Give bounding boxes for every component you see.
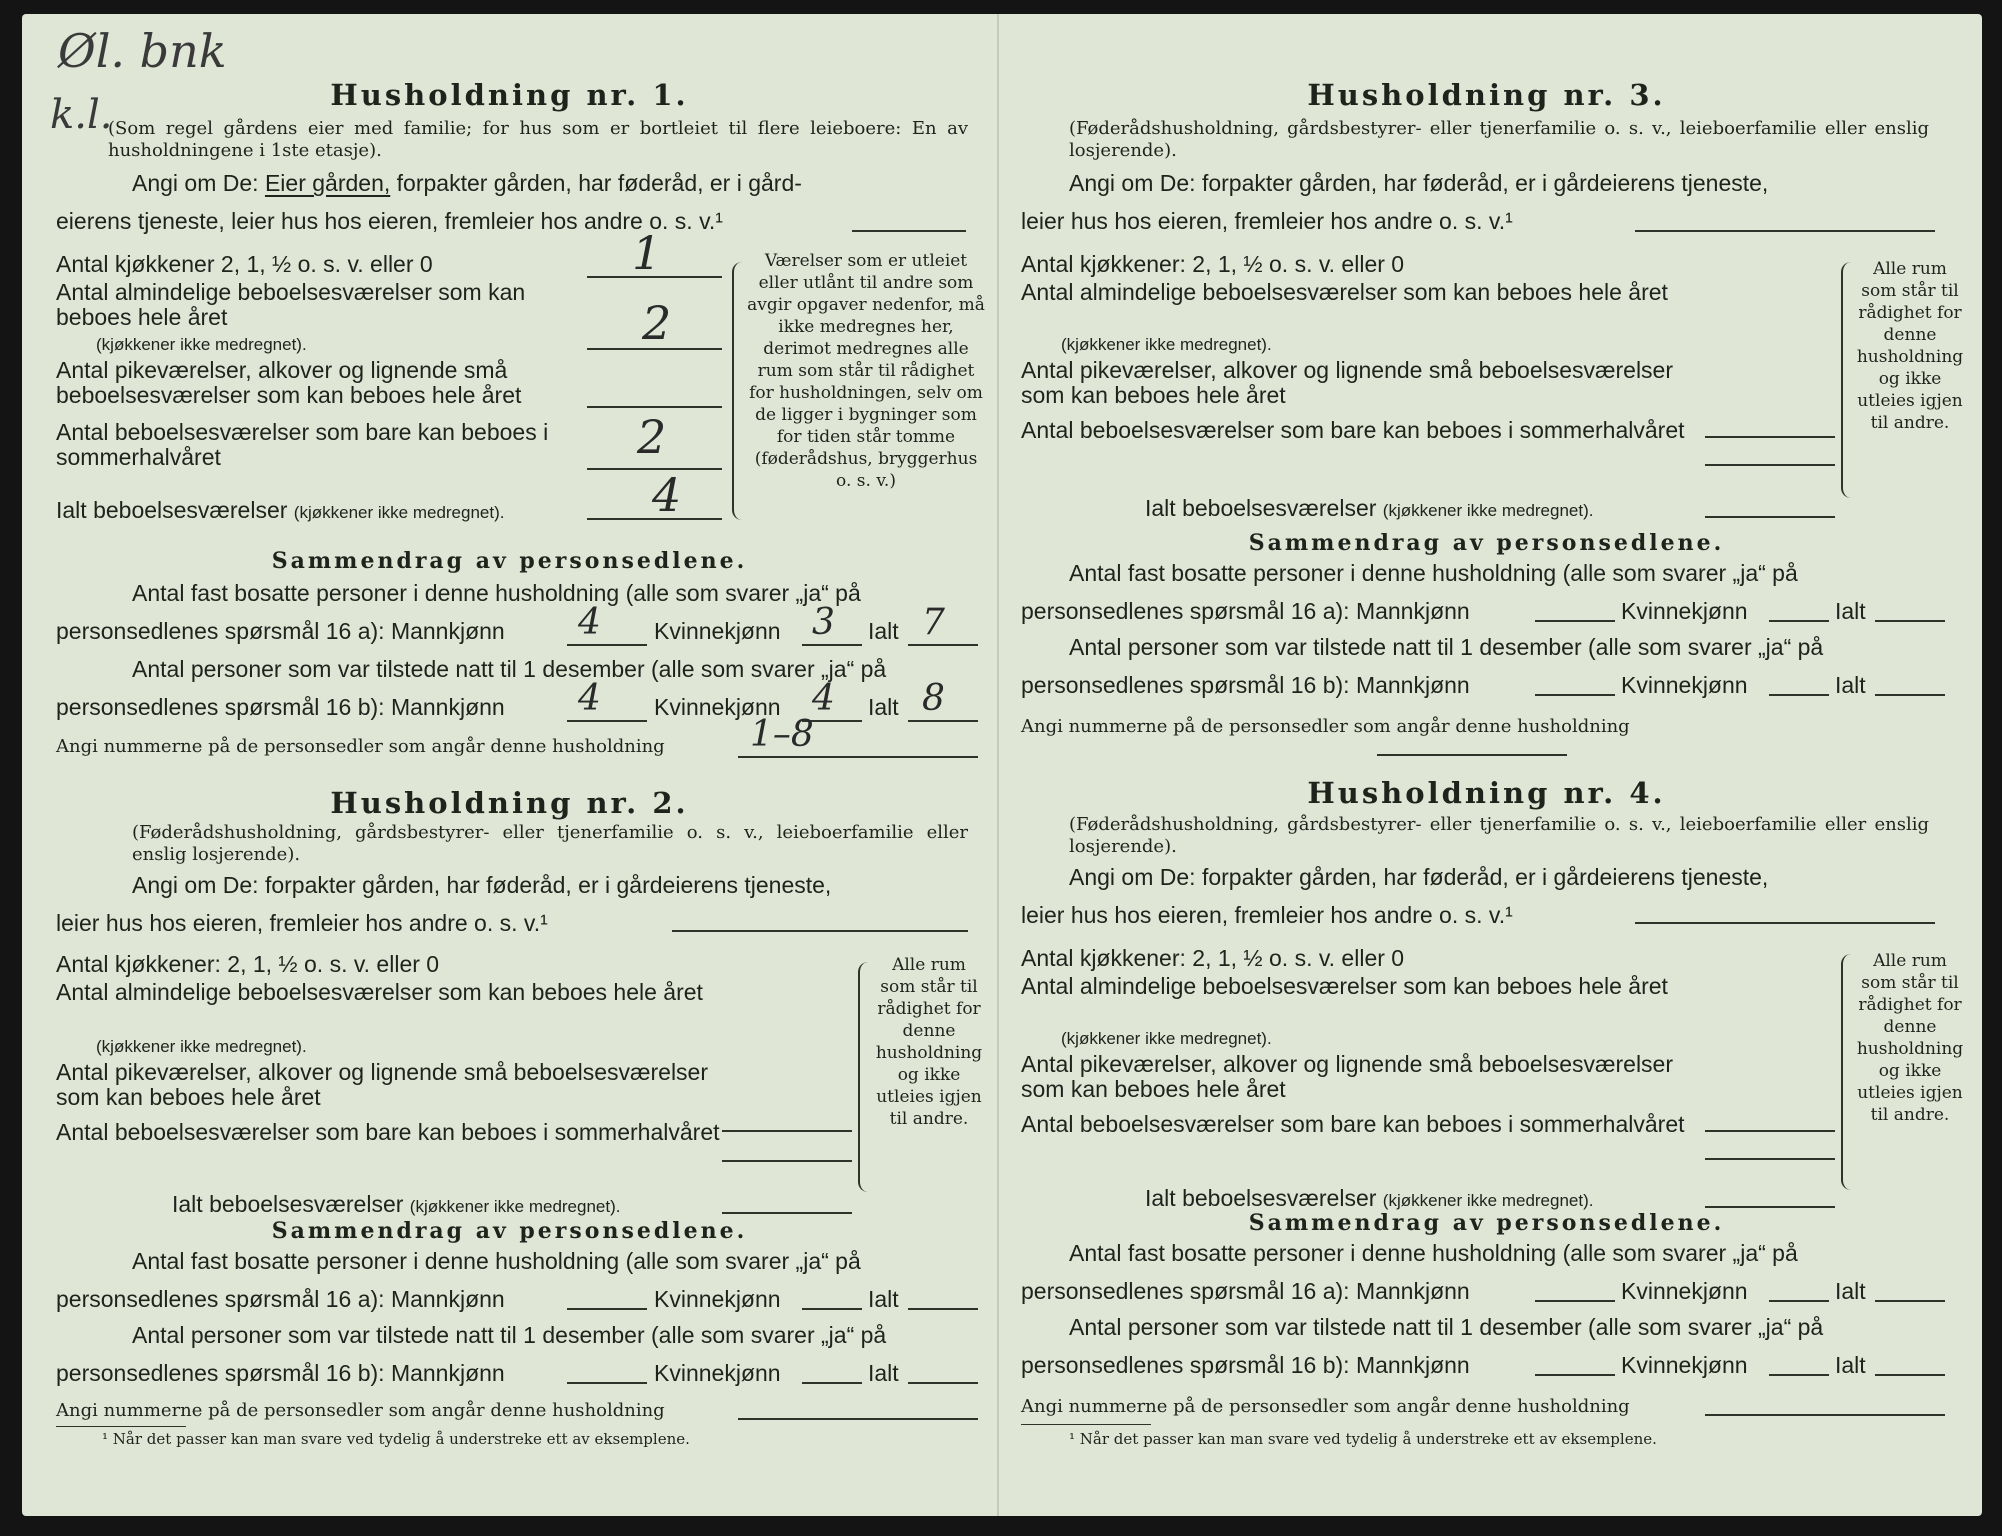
q16a-line-2: personsedlenes spørsmål 16 a): Mannkjønn — [1021, 1278, 1470, 1304]
row-ialt-line — [1705, 1206, 1835, 1208]
row-pikevaerelser-label: Antal pikeværelser, alkover og lignende små beboelsesværelser som kan beboes hele året — [1021, 357, 1674, 408]
q16b-mann-value: 4 — [578, 678, 601, 719]
brace-note: Alle rum som står til rådighet for denne husholdning og ikke utleies igjen til andre. — [1856, 259, 1964, 433]
q16b-kvinne-line — [802, 1382, 862, 1384]
brace — [1841, 262, 1855, 498]
q16a-line-1: Antal fast bosatte personer i denne husholdning (alle som svarer „ja“ på — [1069, 1240, 1798, 1266]
q16b-line-1: Antal personer som var tilstede natt til 1 desember (alle som svarer „ja“ på — [132, 656, 887, 682]
q16a-kvinne-line — [802, 644, 862, 646]
q16a-line-2: personsedlenes spørsmål 16 a): Mannkjønn — [1021, 598, 1470, 624]
nummer-line — [738, 1418, 978, 1420]
row-ialt-line — [722, 1212, 852, 1214]
row-almindelige-label: Antal almindelige beboelsesværelser som kan beboes hele året — [1021, 279, 1668, 305]
row-almindelige-label: Antal almindelige beboelsesværelser som kan beboes hele året — [1021, 973, 1668, 999]
q16b-line-2: personsedlenes spørsmål 16 b): Mannkjønn — [1021, 672, 1470, 698]
row-ialt-label: Ialt beboelsesværelser (kjøkkener ikke medregnet). — [56, 497, 505, 523]
q16b-mann-line — [567, 1382, 647, 1384]
q16a-kvinne-label: Kvinnekjønn — [1621, 1278, 1748, 1304]
footnote-separator — [56, 1426, 186, 1427]
angi-line-2: leier hus hos eieren, fremleier hos andre o. s. v.¹ — [56, 910, 548, 936]
q16a-ialt-line — [908, 644, 978, 646]
q16a-line-2: personsedlenes spørsmål 16 a): Mannkjønn — [56, 1286, 505, 1312]
row-sommer-line-a — [1705, 1130, 1835, 1132]
q16b-line-1: Antal personer som var tilstede natt til 1 desember (alle som svarer „ja“ på — [1069, 1314, 1824, 1340]
q16a-ialt-line — [1875, 1300, 1945, 1302]
angi-answer-line — [1635, 230, 1935, 232]
q16a-kvinne-value: 3 — [812, 602, 835, 643]
angi-answer-underlined: Eier gården, — [264, 170, 391, 196]
angi-line-2: leier hus hos eieren, fremleier hos andre o. s. v.¹ — [1021, 902, 1513, 928]
row-kjokkener-label: Antal kjøkkener: 2, 1, ½ o. s. v. eller 0 — [56, 951, 440, 977]
household-title: Husholdning nr. 3. — [1307, 78, 1666, 112]
q16a-line-1: Antal fast bosatte personer i denne husholdning (alle som svarer „ja“ på — [132, 1248, 861, 1274]
q16b-ialt-line — [908, 1382, 978, 1384]
q16a-mann-line — [567, 644, 647, 646]
q16b-line-2: personsedlenes spørsmål 16 b): Mannkjønn — [56, 694, 505, 720]
q16a-ialt-line — [908, 1308, 978, 1310]
summary-title: Sammendrag av personsedlene. — [1248, 1210, 1725, 1236]
q16b-kvinne-label: Kvinnekjønn — [654, 694, 781, 720]
angi-line-2: eierens tjeneste, leier hus hos eieren, fremleier hos andre o. s. v.¹ — [56, 208, 723, 234]
q16b-kvinne-line — [1769, 1374, 1829, 1376]
nummer-line — [738, 756, 978, 758]
row-sommer-line-a — [1705, 436, 1835, 438]
q16b-ialt-line — [908, 720, 978, 722]
q16a-kvinne-label: Kvinnekjønn — [654, 618, 781, 644]
angi-line-1: Angi om De: forpakter gården, har føderåd, er i gårdeierens tjeneste, — [1069, 170, 1769, 196]
angi-answer-line — [672, 930, 968, 932]
row-pikevaerelser-line — [587, 406, 722, 408]
row-almindelige-note: (kjøkkener ikke medregnet). — [1061, 1029, 1272, 1048]
q16a-kvinne-line — [1769, 620, 1829, 622]
q16b-ialt-label: Ialt — [868, 1360, 899, 1386]
row-ialt-label: Ialt beboelsesværelser (kjøkkener ikke medregnet). — [1145, 495, 1594, 521]
q16a-mann-value: 4 — [578, 602, 601, 643]
brace-note: Alle rum som står til rådighet for denne husholdning og ikke utleies igjen til andre. — [1856, 951, 1964, 1125]
q16b-kvinne-label: Kvinnekjønn — [654, 1360, 781, 1386]
q16a-ialt-label: Ialt — [1835, 1278, 1866, 1304]
household-title: Husholdning nr. 1. — [330, 78, 689, 112]
row-sommer-label: Antal beboelsesværelser som bare kan beboes i sommerhalvåret — [1021, 417, 1685, 443]
row-almindelige-label: Antal almindelige beboelsesværelser som kan beboes hele året — [56, 279, 526, 330]
brace — [858, 962, 872, 1192]
brace-note: Alle rum som står til rådighet for denne husholdning og ikke utleies igjen til andre. — [875, 955, 983, 1129]
q16a-kvinne-label: Kvinnekjønn — [1621, 598, 1748, 624]
q16a-line-1: Antal fast bosatte personer i denne husholdning (alle som svarer „ja“ på — [132, 580, 861, 606]
row-pikevaerelser-label: Antal pikeværelser, alkover og lignende små beboelsesværelser som kan beboes hele året — [1021, 1051, 1674, 1102]
footnote-separator — [1021, 1424, 1151, 1425]
q16b-kvinne-label: Kvinnekjønn — [1621, 672, 1748, 698]
q16a-kvinne-label: Kvinnekjønn — [654, 1286, 781, 1312]
q16b-ialt-label: Ialt — [868, 694, 899, 720]
q16b-line-1: Antal personer som var tilstede natt til 1 desember (alle som svarer „ja“ på — [1069, 634, 1824, 660]
q16b-kvinne-value: 4 — [812, 678, 835, 719]
q16b-ialt-label: Ialt — [1835, 1352, 1866, 1378]
handwritten-margin-initials: k.l. — [50, 92, 113, 138]
household-subtitle: (Føderådshusholdning, gårdsbestyrer- eller tjenerfamilie o. s. v., leieboerfamilie eller enslig losjerende). — [1069, 118, 1929, 161]
q16a-ialt-label: Ialt — [868, 1286, 899, 1312]
brace — [732, 262, 746, 520]
row-almindelige-note: (kjøkkener ikke medregnet). — [96, 1037, 307, 1056]
brace-note: Værelser som er utleiet eller utlånt til andre som avgir opgaver nedenfor, må ikke medregnes her, derimot medregnes alle rum som står til rådighet for husholdningen, selv om de ligger i bygninger som for tiden står tomme (føderådshus, bryggerhus o. s. v.) — [747, 251, 985, 491]
q16b-mann-line — [567, 720, 647, 722]
row-kjokkener-label: Antal kjøkkener: 2, 1, ½ o. s. v. eller 0 — [1021, 251, 1405, 277]
q16b-kvinne-label: Kvinnekjønn — [1621, 1352, 1748, 1378]
q16a-ialt-label: Ialt — [868, 618, 899, 644]
q16a-ialt-label: Ialt — [1835, 598, 1866, 624]
section-separator — [1377, 754, 1567, 756]
census-form-sheet — [22, 14, 1982, 1516]
row-almindelige-line — [587, 348, 722, 350]
household-title: Husholdning nr. 2. — [330, 786, 689, 820]
household-subtitle: (Som regel gårdens eier med familie; for hus som er bortleiet til flere leieboere: En av husholdningene i 1ste etasje). — [108, 118, 968, 161]
q16b-line-2: personsedlenes spørsmål 16 b): Mannkjønn — [56, 1360, 505, 1386]
row-almindelige-label: Antal almindelige beboelsesværelser som kan beboes hele året — [56, 979, 703, 1005]
nummer-label: Angi nummerne på de personsedler som angår denne husholdning — [56, 736, 665, 757]
q16b-kvinne-line — [1769, 694, 1829, 696]
q16a-kvinne-line — [1769, 1300, 1829, 1302]
row-kjokkener-value: 1 — [632, 226, 662, 280]
row-sommer-label: Antal beboelsesværelser som bare kan beboes i sommerhalvåret — [1021, 1111, 1685, 1137]
angi-answer-line — [1635, 922, 1935, 924]
angi-line-1 — [132, 170, 802, 196]
angi-lead: Angi om De: — [132, 170, 259, 196]
row-ialt-value: 4 — [652, 468, 682, 522]
q16b-mann-line — [1535, 1374, 1615, 1376]
q16a-ialt-value: 7 — [922, 602, 945, 643]
q16b-line-1: Antal personer som var tilstede natt til 1 desember (alle som svarer „ja“ på — [132, 1322, 887, 1348]
row-sommer-line-b — [722, 1160, 852, 1162]
angi-line-1: Angi om De: forpakter gården, har føderåd, er i gårdeierens tjeneste, — [1069, 864, 1769, 890]
household-subtitle: (Føderådshusholdning, gårdsbestyrer- eller tjenerfamilie o. s. v., leieboerfamilie eller enslig losjerende). — [132, 822, 968, 865]
row-sommer-label: Antal beboelsesværelser som bare kan beboes i sommerhalvåret — [56, 1119, 720, 1145]
row-kjokkener-label: Antal kjøkkener: 2, 1, ½ o. s. v. eller 0 — [1021, 945, 1405, 971]
brace — [1841, 954, 1855, 1190]
q16b-ialt-label: Ialt — [1835, 672, 1866, 698]
right-page — [999, 14, 1974, 1516]
q16a-kvinne-line — [802, 1308, 862, 1310]
row-pikevaerelser-label: Antal pikeværelser, alkover og lignende små beboelsesværelser som kan beboes hele året — [56, 1059, 709, 1110]
q16b-ialt-line — [1875, 694, 1945, 696]
row-sommer-line-b — [1705, 1158, 1835, 1160]
row-ialt-label: Ialt beboelsesværelser (kjøkkener ikke medregnet). — [172, 1191, 621, 1217]
summary-title: Sammendrag av personsedlene. — [271, 548, 748, 574]
row-ialt-label: Ialt beboelsesværelser (kjøkkener ikke medregnet). — [1145, 1185, 1594, 1211]
angi-line-1: Angi om De: forpakter gården, har føderåd, er i gårdeierens tjeneste, — [132, 872, 832, 898]
q16b-mann-line — [1535, 694, 1615, 696]
row-almindelige-value: 2 — [642, 296, 672, 350]
row-sommer-value: 2 — [637, 410, 667, 464]
q16a-mann-line — [1535, 1300, 1615, 1302]
footnote: ¹ Når det passer kan man svare ved tydelig å understreke ett av eksemplene. — [1069, 1430, 1657, 1448]
q16a-ialt-line — [1875, 620, 1945, 622]
summary-title: Sammendrag av personsedlene. — [1248, 530, 1725, 556]
angi-rest: forpakter gården, har føderåd, er i gård- — [396, 170, 802, 196]
household-title: Husholdning nr. 4. — [1307, 776, 1666, 810]
nummer-label: Angi nummerne på de personsedler som angår denne husholdning — [1021, 1396, 1630, 1417]
footnote: ¹ Når det passer kan man svare ved tydelig å understreke ett av eksemplene. — [102, 1430, 690, 1448]
nummer-label: Angi nummerne på de personsedler som angår denne husholdning — [1021, 716, 1630, 737]
q16a-line-1: Antal fast bosatte personer i denne husholdning (alle som svarer „ja“ på — [1069, 560, 1798, 586]
summary-title: Sammendrag av personsedlene. — [271, 1218, 748, 1244]
row-sommer-label: Antal beboelsesværelser som bare kan beboes i sommerhalvåret — [56, 419, 549, 470]
q16a-mann-line — [567, 1308, 647, 1310]
nummer-line — [1705, 1414, 1945, 1416]
row-almindelige-note: (kjøkkener ikke medregnet). — [1061, 335, 1272, 354]
angi-line-2: leier hus hos eieren, fremleier hos andre o. s. v.¹ — [1021, 208, 1513, 234]
angi-answer-line — [852, 230, 966, 232]
q16a-mann-line — [1535, 620, 1615, 622]
row-ialt-line — [587, 518, 722, 520]
nummer-value: 1–8 — [750, 714, 814, 755]
row-sommer-line-b — [1705, 464, 1835, 466]
row-almindelige-note: (kjøkkener ikke medregnet). — [96, 335, 307, 354]
row-ialt-line — [1705, 516, 1835, 518]
handwritten-margin-note: Øl. bnk — [58, 24, 227, 78]
q16a-line-2: personsedlenes spørsmål 16 a): Mannkjønn — [56, 618, 505, 644]
row-kjokkener-line — [587, 276, 722, 278]
left-page — [22, 14, 997, 1516]
row-kjokkener-label: Antal kjøkkener 2, 1, ½ o. s. v. eller 0 — [56, 251, 433, 277]
q16b-line-2: personsedlenes spørsmål 16 b): Mannkjønn — [1021, 1352, 1470, 1378]
row-pikevaerelser-label: Antal pikeværelser, alkover og lignende små beboelsesværelser som kan beboes hele året — [56, 357, 522, 408]
household-subtitle: (Føderådshusholdning, gårdsbestyrer- eller tjenerfamilie o. s. v., leieboerfamilie eller enslig losjerende). — [1069, 814, 1929, 857]
q16b-ialt-line — [1875, 1374, 1945, 1376]
q16b-ialt-value: 8 — [922, 678, 945, 719]
row-sommer-line-a — [722, 1130, 852, 1132]
nummer-label: Angi nummerne på de personsedler som angår denne husholdning — [56, 1400, 665, 1421]
